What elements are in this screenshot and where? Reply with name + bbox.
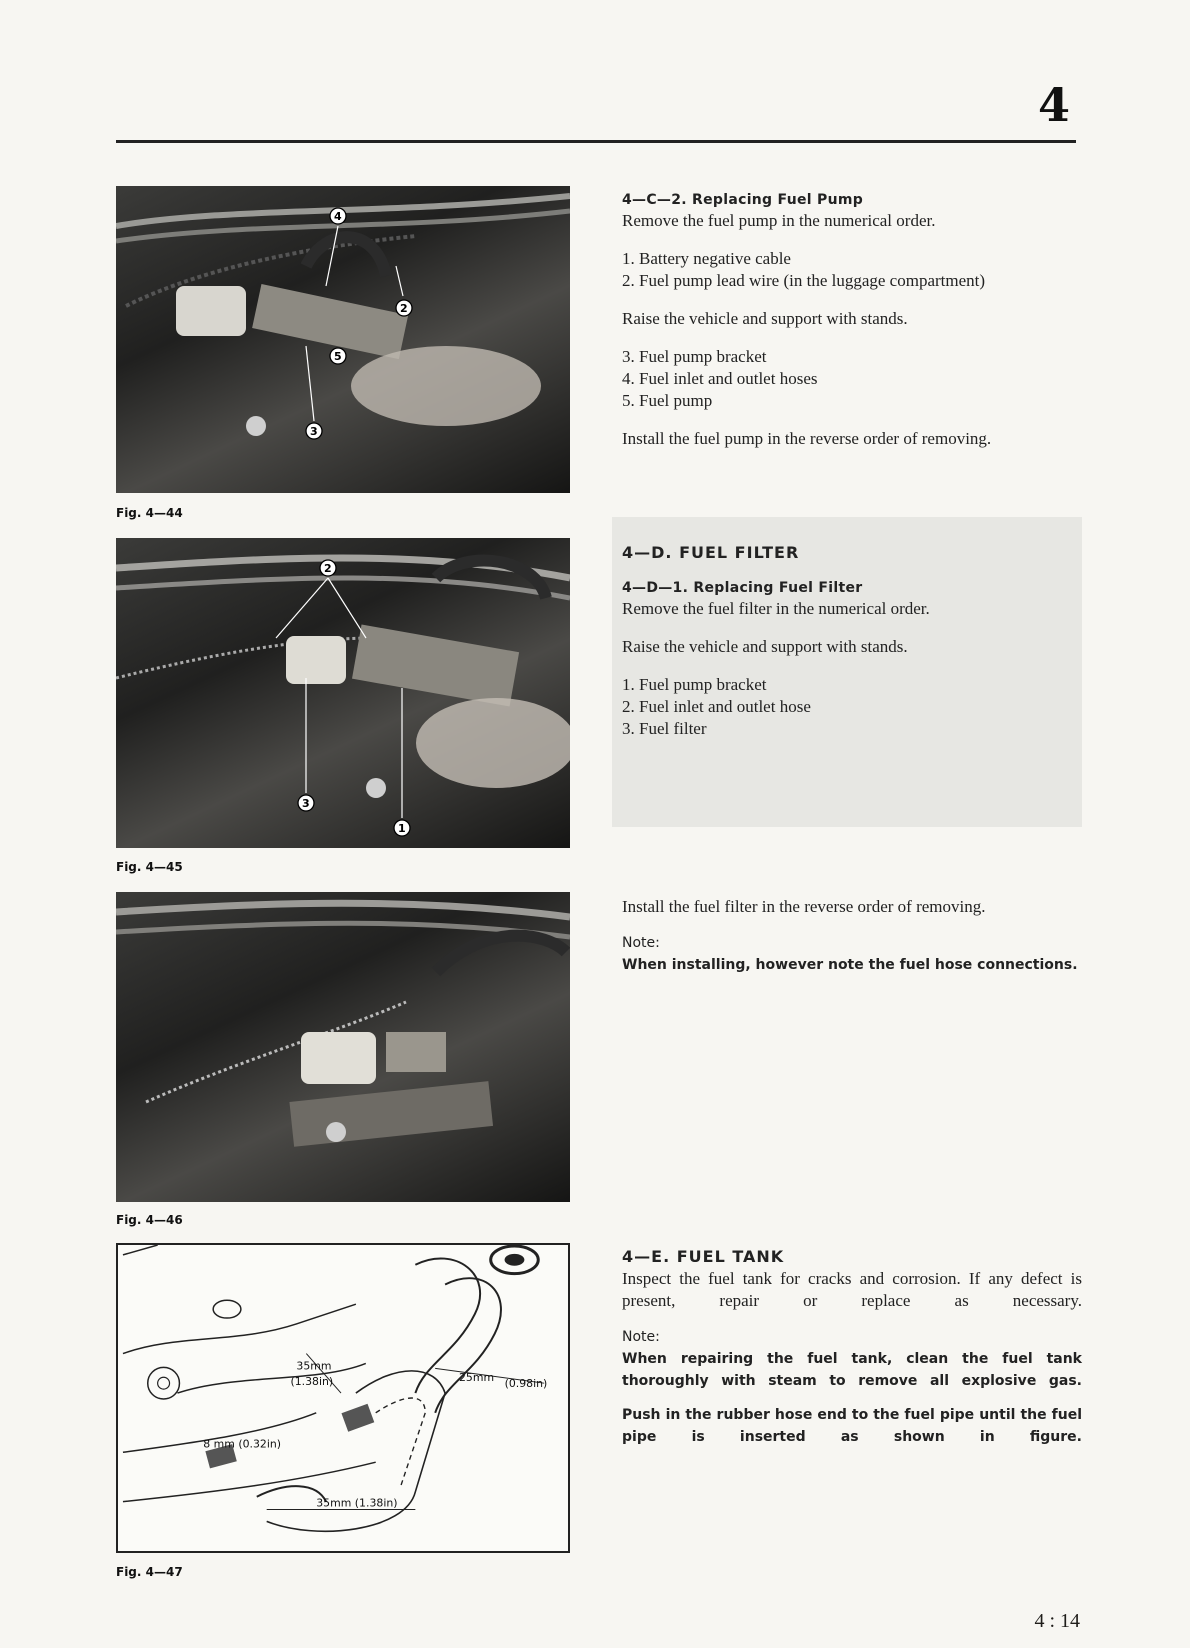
section-4-c-2 [622,190,1082,450]
fig-4-44-caption: Fig. 4—44 [116,506,183,520]
section-intro: Remove the fuel pump in the numerical order. [622,211,936,230]
raise-instruction: Raise the vehicle and support with stands. [622,637,908,656]
section-intro: Inspect the fuel tank for cracks and corrosion. If any defect is present, repair or replace as necessary. [622,1269,1082,1310]
section-heading: 4—E. FUEL TANK [622,1247,785,1266]
step-item: 4. Fuel inlet and outlet hoses [622,369,818,388]
dim-0-98in: (0.98in) [504,1377,548,1391]
install-instruction: Install the fuel filter in the reverse order of removing. [622,897,986,916]
callout-5: 5 [334,350,342,363]
dim-8mm: 8 mm (0.32in) [203,1437,282,1451]
step-item: 2. Fuel inlet and outlet hose [622,697,811,716]
chapter-number: 4 [1037,78,1070,132]
step-item: 3. Fuel filter [622,719,707,738]
step-item: 5. Fuel pump [622,391,713,410]
subsection-heading: 4—D—1. Replacing Fuel Filter [622,580,863,596]
dim-25mm: 25mm [458,1371,495,1385]
step-item: 1. Battery negative cable [622,249,791,268]
header-rule [116,140,1076,143]
fig-4-45-caption: Fig. 4—45 [116,860,183,874]
callout-1: 1 [398,822,406,835]
section-intro: Remove the fuel filter in the numerical order. [622,599,930,618]
callout-2: 2 [400,302,408,315]
step-item: 2. Fuel pump lead wire (in the luggage compartment) [622,271,986,290]
fig-4-45-photo [116,538,570,848]
note-text: Push in the rubber hose end to the fuel pipe until the fuel pipe is inserted as shown in figure. [622,1407,1082,1445]
fig-4-44-photo [116,186,570,493]
dim-35mm: 35mm [296,1359,332,1373]
page-number: 4 : 14 [1034,1610,1080,1632]
step-item: 3. Fuel pump bracket [622,347,767,366]
callout-3: 3 [310,425,318,438]
fig-4-47-caption: Fig. 4—47 [116,1565,183,1579]
fig-4-46-caption: Fig. 4—46 [116,1213,183,1227]
callout-4: 4 [334,210,342,223]
step-item: 1. Fuel pump bracket [622,675,767,694]
note-text: When repairing the fuel tank, clean the fuel tank thoroughly with steam to remove all explosive gas. [622,1351,1082,1389]
raise-instruction: Raise the vehicle and support with stands. [622,309,908,328]
note-label: Note: [622,935,660,951]
dim-1-38in: (1.38in) [290,1375,334,1389]
note-label: Note: [622,1329,660,1345]
install-instruction: Install the fuel pump in the reverse order of removing. [622,429,992,448]
dim-35mm-bottom: 35mm (1.38in) [316,1496,398,1510]
note-text: When installing, however note the fuel hose connections. [622,957,1078,973]
callout-2: 2 [324,562,332,575]
fig-4-47-diagram [116,1243,570,1553]
section-4-d-install [622,896,1082,976]
fig-4-46-photo [116,892,570,1202]
section-heading: 4—C—2. Replacing Fuel Pump [622,192,864,208]
section-4-e [622,1246,1082,1448]
callout-3: 3 [302,797,310,810]
section-heading: 4—D. FUEL FILTER [622,543,800,562]
section-4-d [622,542,1082,740]
